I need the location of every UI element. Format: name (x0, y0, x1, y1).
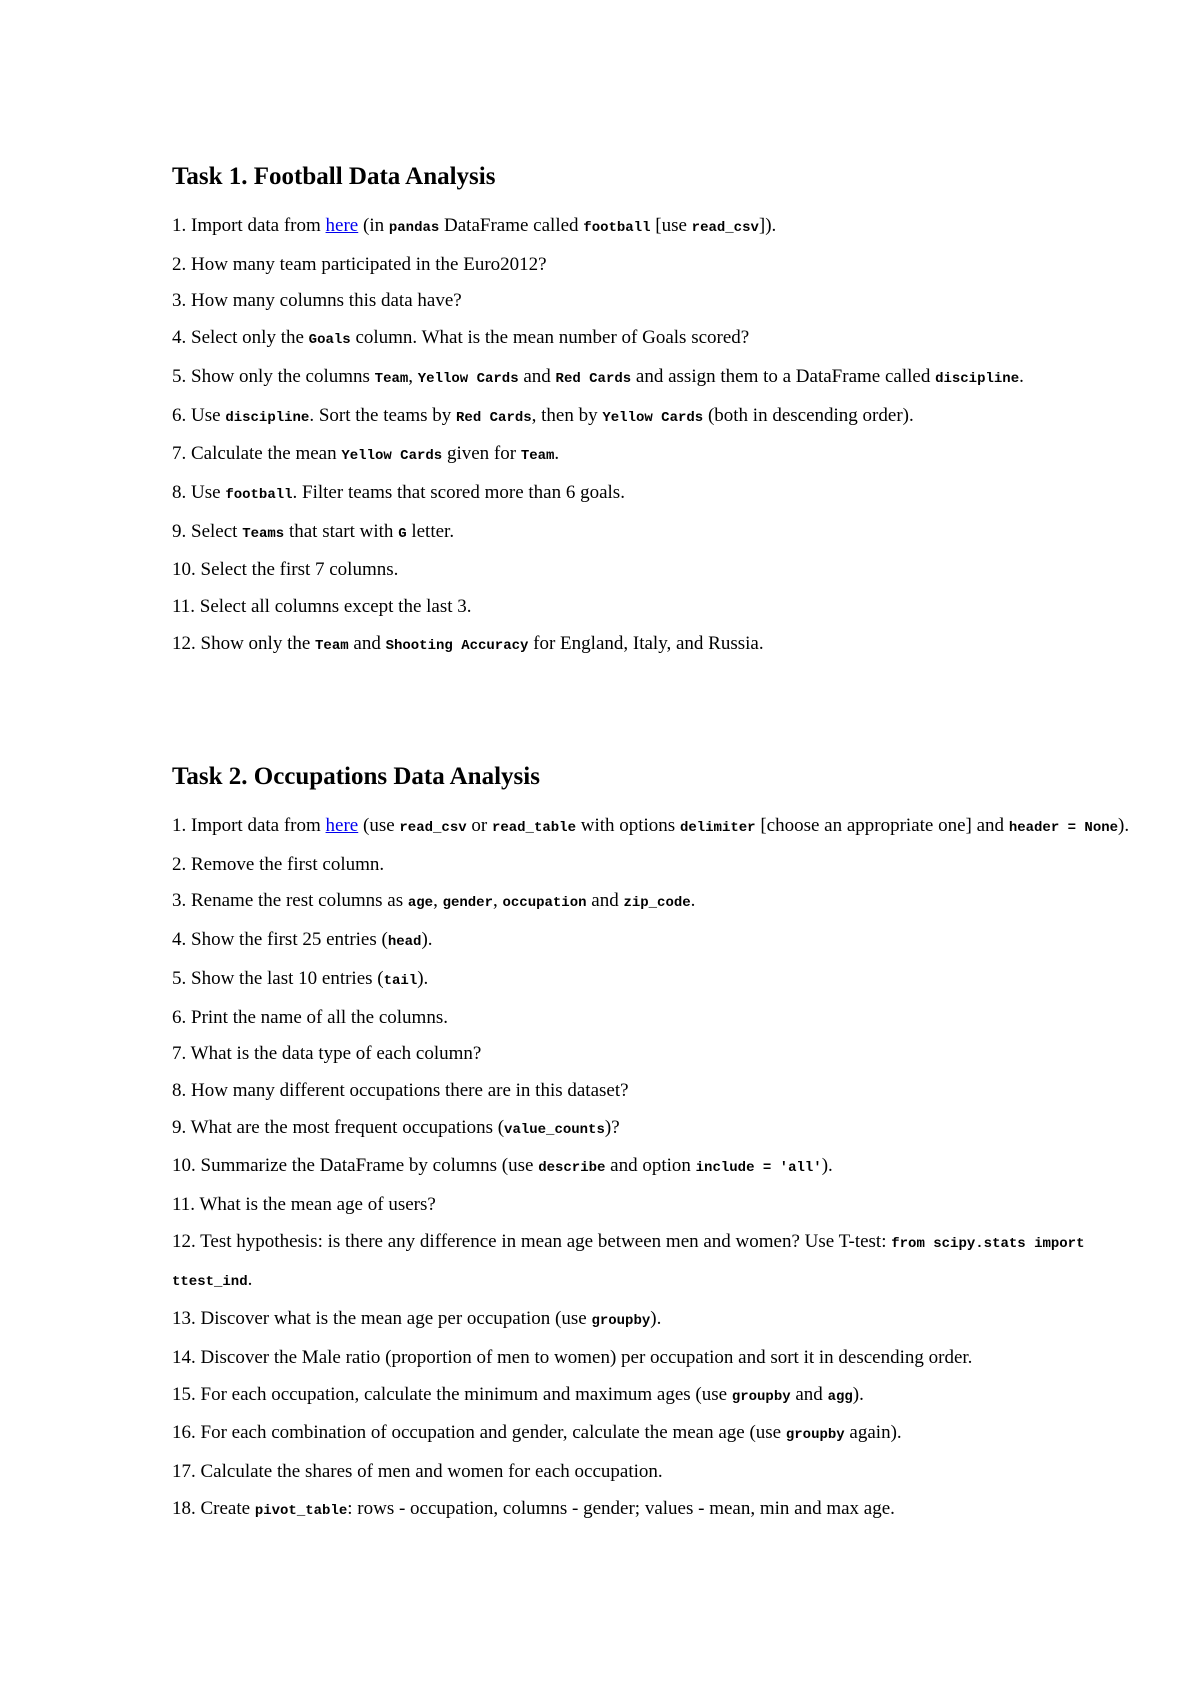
item-text: . (554, 443, 560, 465)
task-2-item-10 (172, 1148, 1132, 1187)
code-term: header = None (1008, 820, 1119, 836)
item-text: 10. Select the first 7 columns. (172, 559, 399, 581)
data-source-link[interactable]: here (325, 215, 359, 236)
item-text: that start with (284, 520, 399, 542)
code-term: head (387, 934, 422, 951)
code-term: groupby (591, 1313, 651, 1330)
code-term: discipline (935, 370, 1020, 387)
item-text: 5. Show only the columns (172, 365, 375, 387)
item-text: , (433, 890, 443, 912)
item-text: for England, Italy, and Russia. (528, 632, 764, 654)
item-text: and (518, 365, 556, 387)
item-text: 11. What is the mean age of users? (172, 1194, 436, 1216)
task-1-list (172, 208, 1132, 664)
code-term: pivot_table (254, 1502, 348, 1519)
item-text: (use (358, 815, 400, 836)
item-text: ). (852, 1383, 864, 1405)
item-text: . Sort the teams by (309, 404, 457, 426)
code-term: Red Cards (555, 370, 632, 387)
item-text: , (408, 365, 418, 387)
item-text: [use (650, 215, 692, 236)
task-1-item-5 (172, 359, 1132, 398)
task-2-list (172, 808, 1132, 1529)
item-text: 11. Select all columns except the last 3. (172, 596, 472, 618)
code-term: groupby (731, 1388, 791, 1405)
task-2-item-17 (172, 1454, 1132, 1491)
item-text: 6. Print the name of all the columns. (172, 1006, 448, 1028)
item-text: given for (442, 443, 521, 465)
code-term: Team (520, 448, 555, 465)
task-2-item-8 (172, 1073, 1132, 1110)
item-text: DataFrame called (439, 215, 584, 236)
code-term: Yellow Cards (341, 448, 443, 465)
code-term: value_counts (504, 1121, 605, 1138)
item-text: 14. Discover the Male ratio (proportion of men to women) per occupation and sort it in descending order. (172, 1346, 973, 1368)
item-text: 2. How many team participated in the Euro2012? (172, 253, 547, 275)
task-1-item-6 (172, 398, 1132, 437)
task-2-item-11 (172, 1187, 1132, 1224)
code-term: Team (315, 637, 349, 654)
item-text: ). (821, 1155, 833, 1177)
code-term: delimiter (679, 820, 756, 836)
task-2-item-15 (172, 1377, 1132, 1416)
task-2-item-14 (172, 1340, 1132, 1377)
task-2-item-4 (172, 922, 1132, 961)
item-text: (both in descending order). (703, 404, 914, 426)
item-text: 12. Test hypothesis: is there any difference in mean age between men and women? Use T-test: (172, 1230, 892, 1252)
code-term: discipline (225, 409, 310, 426)
code-term: zip_code (623, 895, 691, 912)
code-term: gender (442, 895, 493, 912)
code-term: from scipy.stats import ttest_ind (172, 1235, 1085, 1291)
item-text: and (348, 632, 386, 654)
code-term: read_table (491, 820, 576, 836)
task-1-item-3 (172, 283, 1132, 320)
task-2-item-18 (172, 1491, 1132, 1530)
task-2-item-5 (172, 961, 1132, 1000)
task-1-item-2 (172, 247, 1132, 284)
task-2-item-13 (172, 1301, 1132, 1340)
task-2-item-12 (172, 1224, 1132, 1301)
item-text: 7. Calculate the mean (172, 443, 342, 465)
item-text: 15. For each occupation, calculate the minimum and maximum ages (use (172, 1383, 732, 1405)
item-text: . (1019, 365, 1024, 387)
task-1-item-11 (172, 589, 1132, 626)
item-text: )? (604, 1116, 620, 1138)
item-text: ). (650, 1308, 662, 1330)
item-text: 1. Import data from (172, 215, 326, 236)
item-text: [choose an appropriate one] and (755, 815, 1009, 836)
code-term: describe (538, 1160, 606, 1177)
item-text: ). (417, 967, 429, 989)
item-text: . Filter teams that scored more than 6 goals. (292, 481, 625, 503)
code-term: football (583, 220, 651, 236)
item-text: letter. (406, 520, 455, 542)
item-text: and (586, 890, 624, 912)
code-term: football (225, 486, 293, 503)
code-term: Red Cards (456, 409, 532, 426)
code-term: groupby (785, 1427, 845, 1444)
code-term: Shooting Accuracy (385, 637, 529, 654)
code-term: read_csv (399, 820, 467, 836)
item-text: ). (1118, 815, 1130, 836)
item-text: 3. Rename the rest columns as (172, 890, 408, 912)
task-1-item-9 (172, 514, 1132, 553)
code-term: pandas (388, 220, 440, 236)
task-1-item-4 (172, 320, 1132, 359)
item-text: 6. Use (172, 404, 226, 426)
item-text: (in (358, 215, 389, 236)
item-text: 8. How many different occupations there are in this dataset? (172, 1079, 629, 1101)
task-2-item-9 (172, 1110, 1132, 1149)
task-1-title: Task 1. Football Data Analysis (172, 163, 496, 190)
task-2-item-7 (172, 1036, 1132, 1073)
item-text: , then by (531, 404, 603, 426)
item-text: , (493, 890, 503, 912)
item-text: or (466, 815, 492, 836)
code-term: include = 'all' (695, 1160, 822, 1177)
task-2-item-6 (172, 1000, 1132, 1037)
item-text: 17. Calculate the shares of men and women for each occupation. (172, 1460, 663, 1482)
item-text: column. What is the mean number of Goals scored? (350, 327, 750, 349)
item-text: and (790, 1383, 828, 1405)
item-text: ). (421, 929, 433, 951)
item-text: 4. Select only the (172, 327, 309, 349)
item-text: 8. Use (172, 481, 226, 503)
task-1-item-12 (172, 626, 1132, 665)
item-text: with options (575, 815, 680, 836)
task-2-item-1 (172, 808, 1132, 847)
item-text: 10. Summarize the DataFrame by columns (use (172, 1155, 539, 1177)
item-text: . (247, 1269, 253, 1291)
code-term: agg (827, 1388, 853, 1405)
item-text: 18. Create (172, 1497, 255, 1519)
item-text: again). (844, 1422, 902, 1444)
item-text: : rows - occupation, columns - gender; values - mean, min and max age. (347, 1497, 895, 1519)
task-2-item-2 (172, 847, 1132, 884)
item-text: 3. How many columns this data have? (172, 290, 462, 312)
item-text: 9. Select (172, 520, 243, 542)
code-term: read_csv (691, 220, 759, 236)
item-text: 1. Import data from (172, 815, 326, 836)
task-1-item-8 (172, 475, 1132, 514)
code-term: Team (374, 370, 409, 387)
code-term: Yellow Cards (417, 370, 519, 387)
task-2-item-16 (172, 1415, 1132, 1454)
item-text: ]). (758, 215, 777, 236)
code-term: Goals (308, 332, 351, 349)
item-text: . (690, 890, 696, 912)
code-term: G (398, 525, 407, 542)
code-term: Teams (242, 525, 285, 542)
item-text: and assign them to a DataFrame called (631, 365, 936, 387)
task-2-title: Task 2. Occupations Data Analysis (172, 763, 540, 790)
item-text: 2. Remove the first column. (172, 853, 385, 875)
code-term: occupation (502, 895, 587, 912)
code-term: Yellow Cards (602, 409, 704, 426)
item-text: 7. What is the data type of each column? (172, 1043, 482, 1065)
task-1-item-7 (172, 436, 1132, 475)
task-1-item-10 (172, 552, 1132, 589)
item-text: 9. What are the most frequent occupations ( (172, 1116, 505, 1138)
item-text: 13. Discover what is the mean age per occupation (use (172, 1308, 592, 1330)
task-1-item-1 (172, 208, 1132, 247)
code-term: age (407, 895, 434, 912)
item-text: 4. Show the first 25 entries ( (172, 929, 388, 951)
item-text: and option (605, 1155, 696, 1177)
task-2-section (172, 760, 1132, 1529)
item-text: 16. For each combination of occupation and gender, calculate the mean age (use (172, 1422, 786, 1444)
task-2-item-3 (172, 883, 1132, 922)
task-1-section (172, 160, 1132, 664)
code-term: tail (383, 972, 418, 989)
data-source-link[interactable]: here (325, 815, 359, 836)
item-text: 12. Show only the (172, 632, 316, 654)
item-text: 5. Show the last 10 entries ( (172, 967, 384, 989)
